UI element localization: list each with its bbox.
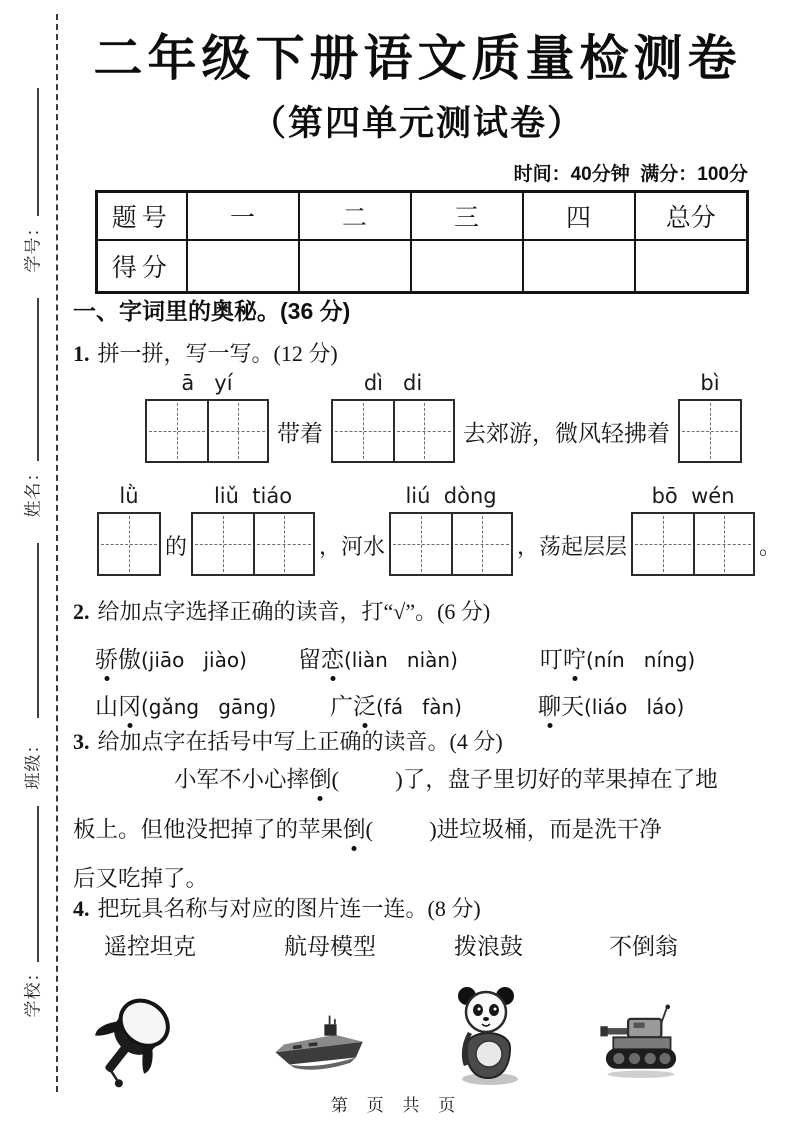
dotted-char: 倒: [343, 817, 366, 842]
student-name-label: [0, 450, 62, 530]
answer-group: [389, 483, 513, 576]
pinyin-options[interactable]: (gǎng gāng): [141, 695, 277, 719]
q2-word-item[interactable]: [540, 641, 695, 674]
word-char: 留: [298, 647, 321, 672]
writing-cell[interactable]: [193, 514, 253, 574]
writing-cell[interactable]: [680, 401, 740, 461]
pinyin-options[interactable]: (nín níng): [586, 648, 696, 672]
toy-name-aircraft-carrier-model[interactable]: 航母模型: [284, 934, 376, 959]
word-char: 傲: [118, 647, 141, 672]
score-cell[interactable]: [411, 240, 523, 293]
pinyin-label: lǜ: [119, 484, 139, 508]
sentence-text-with-blank[interactable]: ( )进垃圾桶，而是洗干净: [365, 817, 662, 842]
exam-subtitle: （第四单元测试卷）: [250, 104, 584, 143]
connector-text: ，荡起层层: [517, 534, 628, 559]
pinyin-label: bō wén: [651, 484, 735, 508]
writing-box: [389, 512, 513, 576]
student-info-blank-line: [37, 298, 39, 461]
student-number-label: [0, 205, 62, 285]
student-info-blank-line: [37, 543, 39, 718]
aircraft-carrier-image[interactable]: [272, 996, 368, 1098]
question-title: 给加点字选择正确的读音，打“√”。(6 分): [97, 599, 491, 624]
toy-name-rattle-drum[interactable]: 拨浪鼓: [454, 934, 523, 959]
class-label: [0, 722, 62, 802]
student-info-blank-line: [37, 806, 39, 962]
class-text: 班级：: [23, 735, 43, 789]
connector-text: 带着: [277, 421, 323, 446]
q2-word-item[interactable]: [538, 688, 684, 721]
question-number: 2.: [73, 599, 90, 624]
question-number: 3.: [73, 729, 90, 754]
writing-box: [145, 399, 269, 463]
score-table-header-cell: 总分: [635, 192, 748, 240]
q2-word-item[interactable]: [95, 688, 276, 721]
pinyin-label: liǔ tiáo: [213, 484, 293, 508]
score-table-header-cell: 二: [299, 192, 411, 240]
score-table-header-cell: 题号: [97, 192, 187, 240]
answer-group: [631, 483, 755, 576]
pinyin-options[interactable]: (liàn niàn): [344, 648, 458, 672]
dotted-char: 倒: [309, 767, 332, 792]
time-score-info: 时间：40分钟 满分：100分: [513, 164, 748, 185]
q3-paragraph-line: [73, 762, 743, 794]
writing-cell[interactable]: [333, 401, 393, 461]
section-one-heading: 一、字词里的奥秘。(36 分): [73, 298, 351, 324]
writing-cell[interactable]: [391, 514, 451, 574]
writing-box: [631, 512, 755, 576]
word-char: 天: [561, 694, 584, 719]
dotted-char: 骄: [95, 647, 118, 672]
connector-text: 的: [165, 534, 188, 559]
writing-box: [97, 512, 161, 576]
toy-name-tumbler[interactable]: 不倒翁: [609, 934, 678, 959]
school-label: [0, 950, 62, 1030]
writing-cell[interactable]: [99, 514, 159, 574]
connector-text: 。: [759, 534, 782, 559]
dotted-char: 泛: [353, 694, 376, 719]
pinyin-label: bì: [700, 371, 720, 395]
dotted-char: 聊: [538, 694, 561, 719]
question-number: 4.: [73, 896, 90, 921]
toy-name-remote-control-tank[interactable]: 遥控坦克: [104, 934, 196, 959]
pinyin-options[interactable]: (jiāo jiào): [141, 648, 247, 672]
question-title: 拼一拼，写一写。(12 分): [97, 341, 338, 366]
answer-group: [331, 370, 455, 463]
score-row-label: 得分: [97, 240, 187, 293]
pinyin-label: dì di: [363, 371, 423, 395]
question-title: 给加点字在括号中写上正确的读音。(4 分): [97, 729, 503, 754]
student-name-text: 姓名：: [23, 463, 43, 517]
q2-word-item[interactable]: [95, 641, 247, 674]
sentence-text: 小军不小心摔: [174, 767, 310, 792]
answer-group: [97, 483, 161, 576]
score-cell[interactable]: [187, 240, 299, 293]
score-table-header-cell: 四: [523, 192, 635, 240]
tank-image[interactable]: [593, 990, 689, 1092]
q3-paragraph-line: [73, 812, 743, 844]
score-table-header-cell: 三: [411, 192, 523, 240]
writing-cell[interactable]: [633, 514, 693, 574]
q2-word-item[interactable]: [298, 641, 458, 674]
pinyin-options[interactable]: (fá fàn): [376, 695, 462, 719]
writing-cell[interactable]: [393, 401, 453, 461]
answer-group: [191, 483, 315, 576]
rattle-drum-image[interactable]: [88, 988, 184, 1090]
panda-tumbler-image[interactable]: [440, 984, 536, 1086]
word-char: 广: [330, 694, 353, 719]
word-char: 叮: [540, 647, 563, 672]
connector-text: 去郊游，微风轻拂着: [463, 421, 670, 446]
dotted-char: 冈: [118, 694, 141, 719]
q1-row1: [145, 370, 742, 463]
score-cell[interactable]: [523, 240, 635, 293]
writing-cell[interactable]: [253, 514, 313, 574]
sentence-text-with-blank[interactable]: ( )了，盘子里切好的苹果掉在了地: [331, 767, 718, 792]
student-number-text: 学号：: [23, 218, 43, 272]
question-1-heading: [73, 337, 338, 368]
writing-cell[interactable]: [147, 401, 207, 461]
q2-word-item[interactable]: [330, 688, 462, 721]
answer-group: [145, 370, 269, 463]
question-4-heading: [73, 892, 481, 923]
question-title: 把玩具名称与对应的图片连一连。(8 分): [97, 896, 481, 921]
score-cell[interactable]: [299, 240, 411, 293]
question-3-heading: [73, 725, 503, 756]
q3-paragraph-line: 后又吃掉了。: [73, 866, 209, 891]
writing-cell[interactable]: [451, 514, 511, 574]
pinyin-label: ā yí: [181, 371, 233, 395]
answer-group: [678, 370, 742, 463]
page-footer: 第 页 共 页: [330, 1096, 463, 1115]
pinyin-options[interactable]: (liáo láo): [584, 695, 685, 719]
question-2-heading: [73, 595, 490, 626]
writing-box: [331, 399, 455, 463]
writing-box: [191, 512, 315, 576]
word-char: 山: [95, 694, 118, 719]
question-number: 1.: [73, 341, 90, 366]
score-cell[interactable]: [635, 240, 748, 293]
student-info-blank-line: [37, 88, 39, 216]
binding-dashed-line: [56, 14, 58, 1092]
writing-box: [678, 399, 742, 463]
connector-text: ，河水: [319, 534, 386, 559]
school-text: 学校：: [23, 963, 43, 1017]
score-table-header-cell: 一: [187, 192, 299, 240]
sentence-text: 板上。但他没把掉了的苹果: [73, 817, 344, 842]
dotted-char: 恋: [321, 647, 344, 672]
writing-cell[interactable]: [207, 401, 267, 461]
writing-cell[interactable]: [693, 514, 753, 574]
pinyin-label: liú dòng: [405, 484, 497, 508]
q1-row2: [97, 483, 781, 576]
dotted-char: 咛: [563, 647, 586, 672]
exam-title: 二年级下册语文质量检测卷: [93, 32, 742, 86]
score-table: [95, 190, 749, 294]
